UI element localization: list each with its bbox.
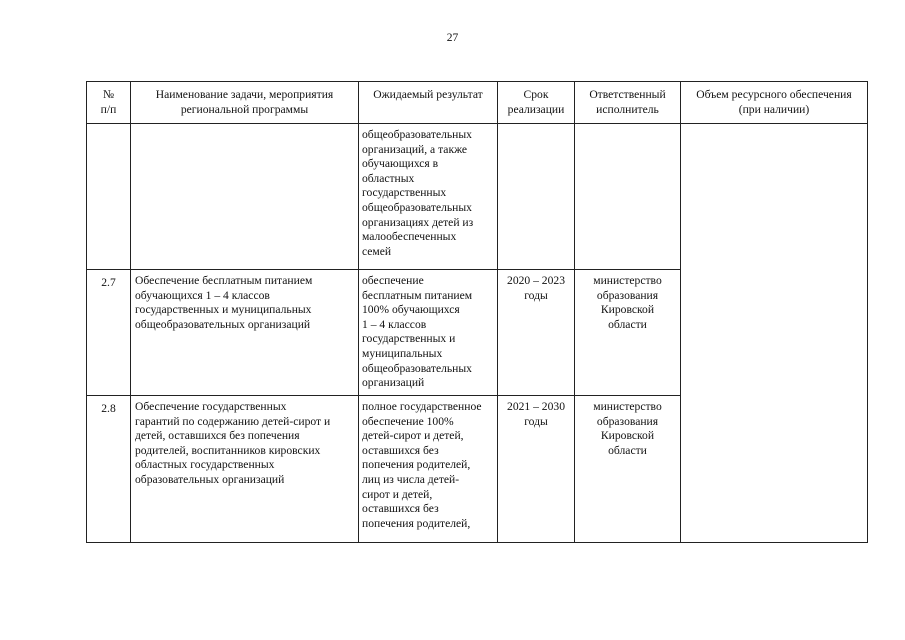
header-term: Срок реализации: [498, 82, 575, 124]
cell-result: общеобразовательных организаций, а также обучающихся в областных государственных общеобразовательных организациях детей из малообеспеченных семей: [359, 124, 498, 270]
header-resources: Объем ресурсного обеспечения (при наличии): [681, 82, 868, 124]
cell-num: 2.7: [87, 270, 131, 396]
cell-task: Обеспечение бесплатным питанием обучающихся 1 – 4 классов государственных и муниципальных общеобразовательных организаций: [131, 270, 359, 396]
cell-num: [87, 124, 131, 270]
header-num: № п/п: [87, 82, 131, 124]
cell-result: обеспечение бесплатным питанием 100% обучающихся 1 – 4 классов государственных и муниципальных общеобразовательных организаций: [359, 270, 498, 396]
header-task: Наименование задачи, мероприятия региональной программы: [131, 82, 359, 124]
table-header-row: [87, 82, 868, 124]
cell-executor: министерство образования Кировской области: [575, 396, 681, 543]
cell-term: 2020 – 2023 годы: [498, 270, 575, 396]
cell-task: [131, 124, 359, 270]
cell-term: [498, 124, 575, 270]
cell-executor: министерство образования Кировской области: [575, 270, 681, 396]
cell-task: Обеспечение государственных гарантий по содержанию детей-сирот и детей, оставшихся без попечения родителей, воспитанников кировских областных государственных образовательных организаций: [131, 396, 359, 543]
cell-executor: [575, 124, 681, 270]
cell-resources: [681, 124, 868, 543]
cell-result: полное государственное обеспечение 100% детей-сирот и детей, оставшихся без попечения родителей, лиц из числа детей- сирот и детей, оставшихся без попечения родителей,: [359, 396, 498, 543]
page-number: 27: [446, 32, 459, 44]
program-table: [86, 81, 868, 543]
header-result: Ожидаемый результат: [359, 82, 498, 124]
cell-term: 2021 – 2030 годы: [498, 396, 575, 543]
header-executor: Ответственный исполнитель: [575, 82, 681, 124]
table-row: [87, 124, 868, 270]
cell-num: 2.8: [87, 396, 131, 543]
